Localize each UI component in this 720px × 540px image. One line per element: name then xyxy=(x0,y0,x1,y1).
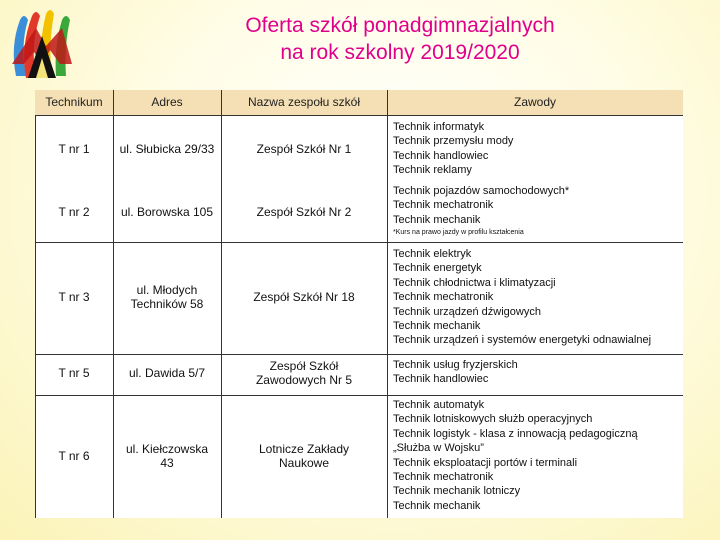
row3-technikum: T nr 3 xyxy=(58,290,90,304)
row1-zespol: Zespół Szkół Nr 1 xyxy=(256,142,352,156)
row2-zespol: Zespół Szkół Nr 2 xyxy=(256,205,352,219)
row3-zawod: Technik urządzeń i systemów energetyki odnawialnej xyxy=(393,334,652,347)
row2-note: *Kurs na prawo jazdy w profilu kształcenia xyxy=(393,229,524,236)
row4-zawod: Technik handlowiec xyxy=(393,373,489,386)
row1-zawod: Technik reklamy xyxy=(393,164,472,177)
row1-adres: ul. Słubicka 29/33 xyxy=(119,142,215,156)
row3-zawod: Technik energetyk xyxy=(393,262,482,275)
row3-adres xyxy=(113,283,221,311)
row2-zawod: Technik mechatronik xyxy=(393,199,494,212)
row5-zawod: Technik lotniskowych służb operacyjnych xyxy=(393,413,593,426)
row4-zespol xyxy=(221,359,387,387)
row1-zawod: Technik przemysłu mody xyxy=(393,135,514,148)
row5-zawod: Technik mechanik xyxy=(393,499,481,512)
row-divider xyxy=(35,242,683,243)
row5-zawod: Technik automatyk xyxy=(393,399,485,411)
row3-adres-line: ul. Młodych xyxy=(136,283,198,297)
table-header xyxy=(35,90,683,116)
row5-zawod: „Służba w Wojsku” xyxy=(393,442,484,455)
title-line-2: na rok szkolny 2019/2020 xyxy=(280,41,520,64)
row3-zawod: Technik chłodnictwa i klimatyzacji xyxy=(393,276,556,289)
row3-zawod: Technik urządzeń dźwigowych xyxy=(393,305,541,318)
row1-zawod: Technik informatyk xyxy=(393,121,485,133)
row-divider xyxy=(35,395,683,396)
row5-zawod: Technik eksploatacji portów i terminali xyxy=(393,456,578,469)
row5-zawod: Technik logistyk - klasa z innowacją pedagogiczną xyxy=(393,427,638,440)
row5-zespol-line: Naukowe xyxy=(278,456,330,470)
row5-adres-line: 43 xyxy=(160,456,174,470)
school-logo-icon xyxy=(6,6,80,82)
column-divider xyxy=(387,90,388,518)
row2-zawod: Technik mechanik xyxy=(393,213,481,226)
page-title xyxy=(140,12,660,66)
row5-zespol xyxy=(221,442,387,470)
header-nazwa: Nazwa zespołu szkół xyxy=(247,95,361,109)
row3-zawod: Technik elektryk xyxy=(393,248,472,260)
row5-zawod: Technik mechatronik xyxy=(393,471,494,483)
row2-technikum: T nr 2 xyxy=(58,205,90,219)
row5-adres-line: ul. Kiełczowska xyxy=(125,442,209,456)
header-zawody: Zawody xyxy=(513,95,557,109)
row4-zawod: Technik usług fryzjerskich xyxy=(393,359,518,371)
row3-zespol: Zespół Szkół Nr 18 xyxy=(253,290,355,304)
row5-zawod: Technik mechanik lotniczy xyxy=(393,485,521,498)
row5-zespol-line: Lotnicze Zakłady xyxy=(258,442,350,456)
title-line-1: Oferta szkół ponadgimnazjalnych xyxy=(245,14,555,37)
row1-technikum: T nr 1 xyxy=(58,142,90,156)
row5-technikum: T nr 6 xyxy=(58,449,90,463)
row4-zespol-line: Zawodowych Nr 5 xyxy=(255,373,353,387)
row-divider xyxy=(35,354,683,355)
row5-adres xyxy=(113,442,221,470)
schools-table xyxy=(35,90,683,518)
row4-adres: ul. Dawida 5/7 xyxy=(128,366,206,380)
header-adres: Adres xyxy=(151,95,183,109)
row3-zawod: Technik mechatronik xyxy=(393,291,494,304)
row4-technikum: T nr 5 xyxy=(58,366,90,380)
row3-zawod: Technik mechanik xyxy=(393,320,481,332)
header-technikum: Technikum xyxy=(45,95,103,109)
row2-zawod: Technik pojazdów samochodowych* xyxy=(393,185,570,197)
row1-zawod: Technik handlowiec xyxy=(393,149,489,162)
row3-adres-line: Techników 58 xyxy=(130,297,204,311)
row2-adres: ul. Borowska 105 xyxy=(120,205,214,219)
row4-zespol-line: Zespół Szkół xyxy=(269,359,339,373)
